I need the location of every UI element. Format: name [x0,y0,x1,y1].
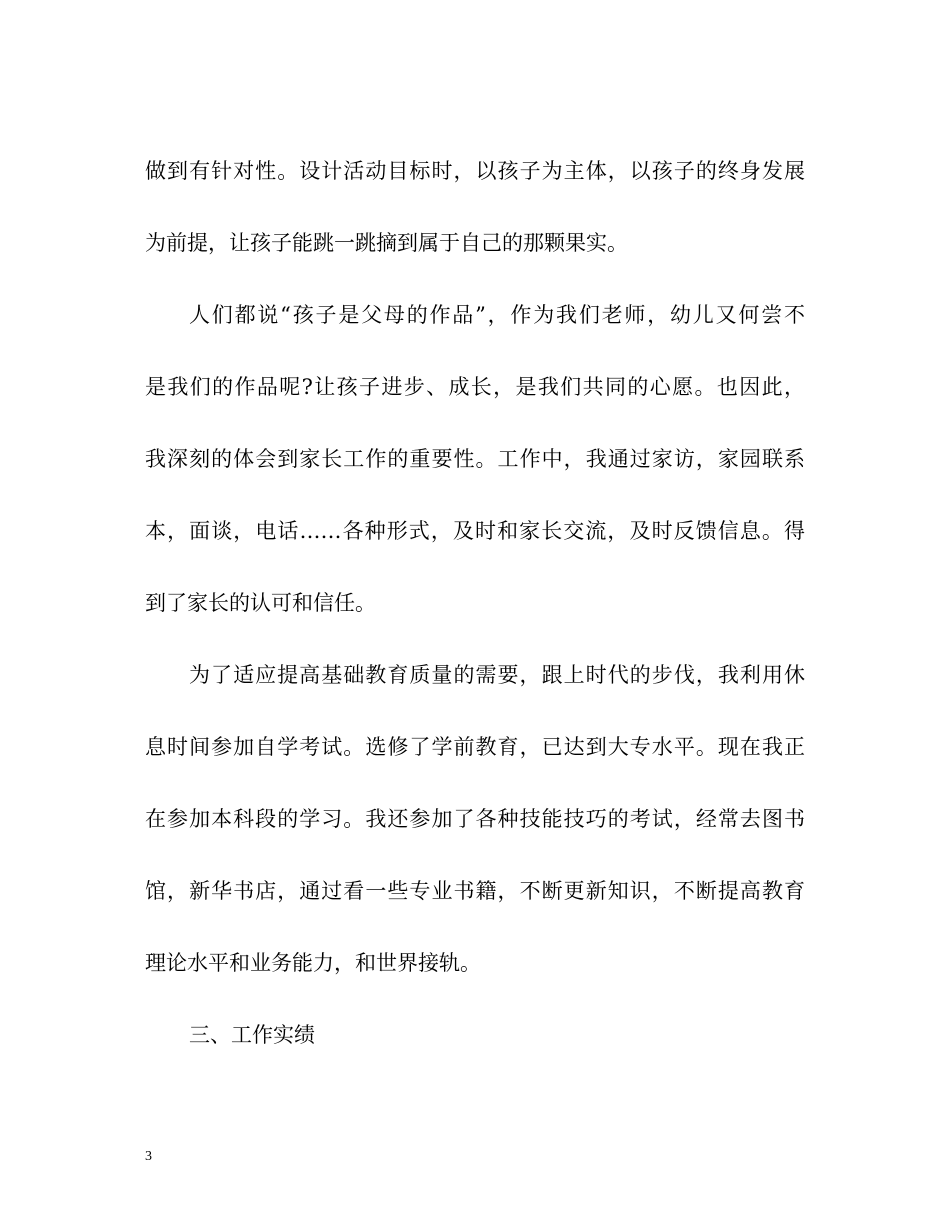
paragraph-first-line: 人们都说“孩子是父母的作品”，作为我们老师，幼儿又何尝不 [189,303,805,327]
page-number: 3 [145,1149,152,1164]
text-line: 做到有针对性。设计活动目标时，以孩子为主体，以孩子的终身发展 [145,159,805,183]
text-line: 在参加本科段的学习。我还参加了各种技能技巧的考试，经常去图书 [145,807,805,831]
paragraph-first-line: 为了适应提高基础教育质量的需要，跟上时代的步伐，我利用休 [189,663,805,687]
text-line: 是我们的作品呢?让孩子进步、成长，是我们共同的心愿。也因此， [145,375,805,399]
text-line: 馆，新华书店，通过看一些专业书籍，不断更新知识，不断提高教育 [145,879,805,903]
text-line: 息时间参加自学考试。选修了学前教育，已达到大专水平。现在我正 [145,735,805,759]
text-line: 为前提，让孩子能跳一跳摘到属于自己的那颗果实。 [145,231,628,255]
text-line: 本，面谈，电话……各种形式，及时和家长交流，及时反馈信息。得 [145,519,805,543]
section-heading: 三、工作实绩 [189,1023,315,1047]
text-line: 理论水平和业务能力，和世界接轨。 [145,951,481,975]
text-line: 到了家长的认可和信任。 [145,591,376,615]
text-line: 我深刻的体会到家长工作的重要性。工作中，我通过家访，家园联系 [145,447,805,471]
body-text [145,135,805,1071]
